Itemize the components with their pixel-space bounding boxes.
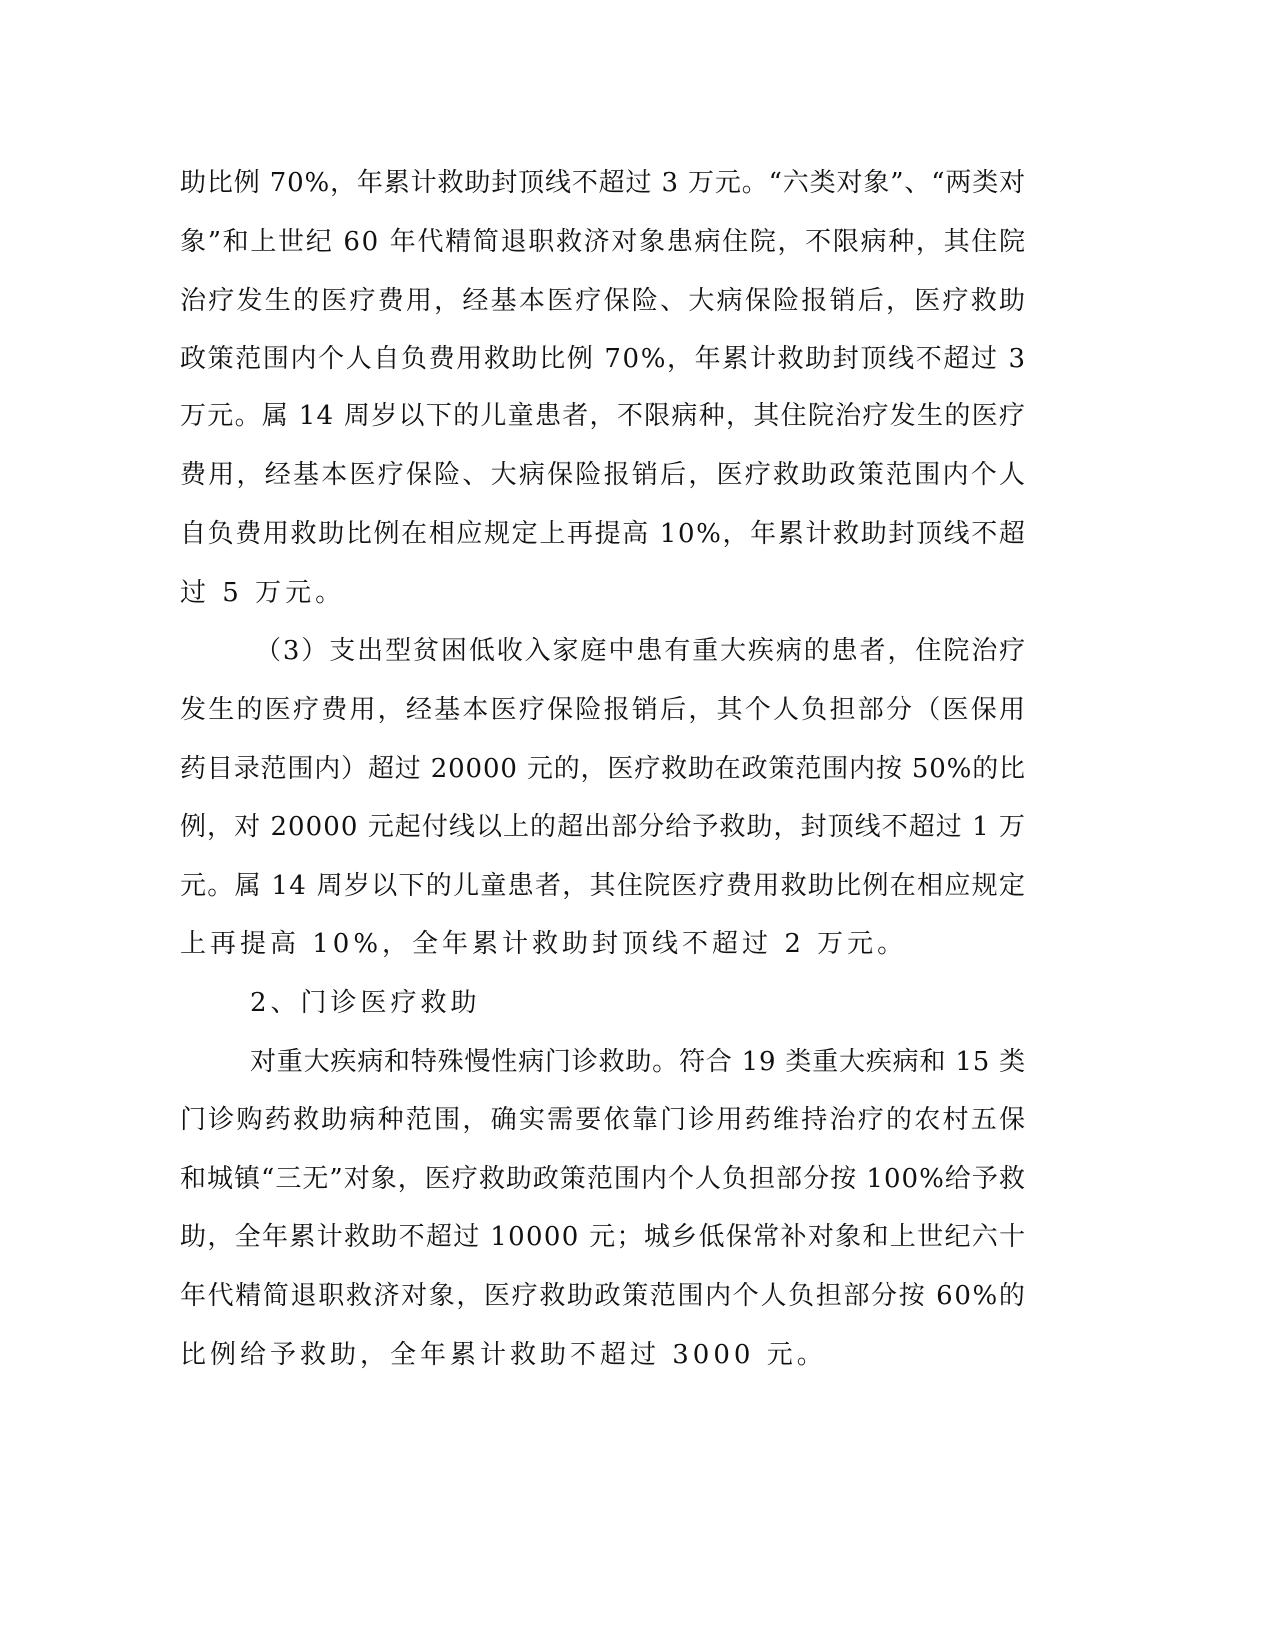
body-line: 过 5 万元。: [180, 578, 346, 608]
body-line: 助比例 70%，年累计救助封顶线不超过 3 万元。“六类对象”、“两类对: [180, 168, 1026, 198]
body-line: 费用，经基本医疗保险、大病保险报销后，医疗救助政策范围内个人: [180, 460, 1028, 490]
section-heading: 2、门诊医疗救助: [250, 988, 481, 1018]
body-line: 上再提高 10%，全年累计救助封顶线不超过 2 万元。: [180, 929, 908, 959]
body-line: 象”和上世纪 60 年代精简退职救济对象患病住院，不限病种，其住院: [180, 227, 1027, 257]
body-line: 自负费用救助比例在相应规定上再提高 10%，年累计救助封顶线不超: [180, 519, 1027, 549]
body-line: 元。属 14 周岁以下的儿童患者，其住院医疗费用救助比例在相应规定: [180, 871, 1027, 901]
body-line: 和城镇“三无”对象，医疗救助政策范围内个人负担部分按 100%给予救: [180, 1164, 1026, 1194]
body-line: 例，对 20000 元起付线以上的超出部分给予救助，封顶线不超过 1 万: [180, 812, 1027, 842]
body-line: 治疗发生的医疗费用，经基本医疗保险、大病保险报销后，医疗救助: [180, 286, 1028, 316]
body-line: 年代精简退职救济对象，医疗救助政策范围内个人负担部分按 60%的: [180, 1281, 1027, 1311]
paragraph-first-line: （3）支出型贫困低收入家庭中患有重大疾病的患者，住院治疗: [255, 636, 1028, 666]
body-line: 药目录范围内）超过 20000 元的，医疗救助在政策范围内按 50%的比: [180, 754, 1026, 784]
paragraph-first-line: 对重大疾病和特殊慢性病门诊救助。符合 19 类重大疾病和 15 类: [250, 1047, 1026, 1077]
body-line: 门诊购药救助病种范围，确实需要依靠门诊用药维持治疗的农村五保: [180, 1105, 1028, 1135]
body-line: 助，全年累计救助不超过 10000 元；城乡低保常补对象和上世纪六十: [180, 1222, 1027, 1252]
body-line: 发生的医疗费用，经基本医疗保险报销后，其个人负担部分（医保用: [180, 695, 1028, 725]
body-line: 万元。属 14 周岁以下的儿童患者，不限病种，其住院治疗发生的医疗: [180, 401, 1027, 431]
body-line: 比例给予救助，全年累计救助不超过 3000 元。: [180, 1340, 827, 1370]
body-line: 政策范围内个人自负费用救助比例 70%，年累计救助封顶线不超过 3: [180, 344, 1027, 374]
